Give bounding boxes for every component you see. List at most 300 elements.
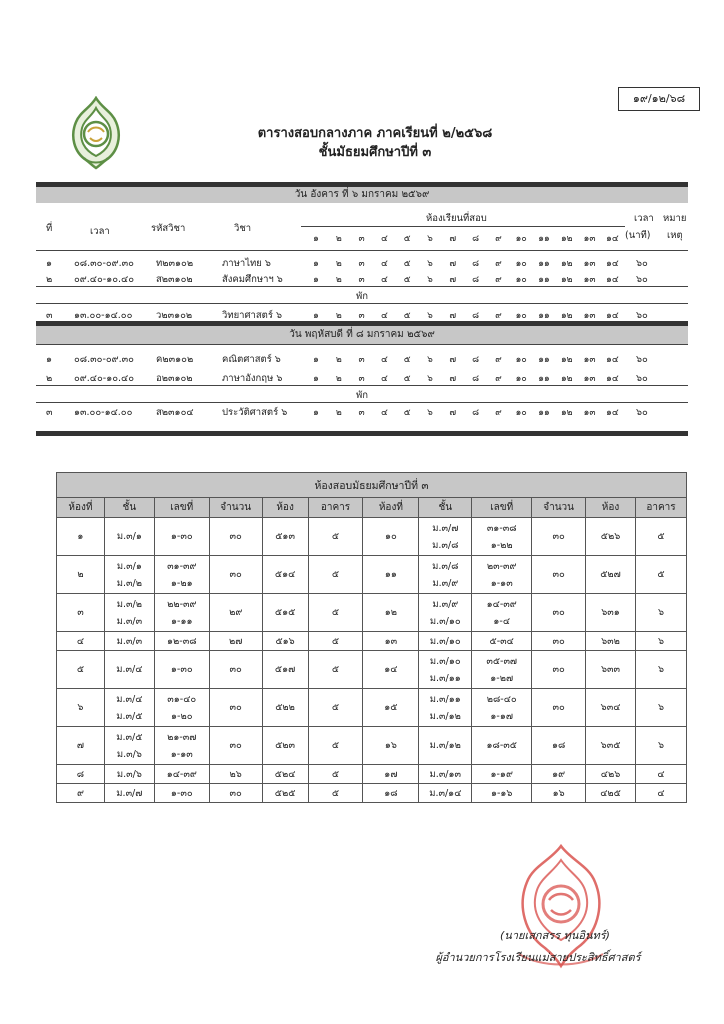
room-number: ๑๑ — [538, 311, 550, 321]
exam-room-no: ๑๐ — [363, 518, 419, 556]
student-count: ๒๙ — [209, 594, 262, 632]
exam-room-no: ๖ — [57, 689, 105, 727]
class-cell-line: ม.๓/๒ — [116, 577, 142, 589]
class-cell-line: ม.๓/๑๒ — [429, 710, 461, 722]
break-label: พัก — [355, 291, 368, 302]
day-label: วัน อังคาร ที่ ๖ มกราคม ๒๕๖๙ — [36, 187, 688, 203]
signatory-position: ผู้อำนวยการโรงเรียนแม่สายประสิทธิ์ศาสตร์ — [435, 951, 641, 964]
room-number: ๒ — [335, 311, 342, 321]
room-number: ๑๒ — [560, 234, 573, 244]
room-number: ๑๔ — [606, 275, 619, 285]
seat-range-cell-line: ๑-๑๗ — [490, 710, 514, 722]
table-row — [57, 651, 687, 689]
seat-range-cell — [154, 556, 209, 594]
exam-room-no: ๑๗ — [363, 765, 419, 784]
student-count: ๓๐ — [209, 651, 262, 689]
building-no: ๕ — [635, 556, 686, 594]
room-number: ๑๐ — [515, 234, 527, 244]
table-row — [57, 765, 687, 784]
exam-room-no: ๑๖ — [363, 727, 419, 765]
session-no: ๓ — [46, 310, 53, 321]
room-number: ๑๐ — [515, 259, 527, 269]
room-number: ๑๒ — [560, 259, 573, 269]
room-number: ๒ — [335, 408, 342, 418]
class-cell — [419, 651, 472, 689]
room-number: ๑๐ — [515, 408, 527, 418]
room-number: ๑๔ — [606, 374, 619, 384]
seat-range-cell-line: ๕-๓๔ — [489, 635, 514, 647]
session-subject: ประวัติศาสตร์ ๖ — [222, 407, 288, 418]
session-time: ๐๙.๔๐-๑๐.๔๐ — [74, 373, 135, 384]
seat-range-cell-line: ๓๑-๔๐ — [167, 693, 197, 705]
class-cell — [419, 594, 472, 632]
seat-range-cell-line: ๒๓-๓๙ — [486, 560, 517, 572]
col-header: ชั้น — [104, 498, 154, 518]
room-number: ๒ — [335, 374, 342, 384]
signatory-name: (นายเสกสรร ทุนอินทร์) — [500, 929, 610, 942]
class-cell — [419, 556, 472, 594]
class-cell-line: ม.๓/๑๔ — [429, 787, 462, 799]
room-number: ๓ — [358, 259, 365, 269]
seat-range-cell-line: ๓๑-๓๘ — [486, 522, 517, 534]
exam-room-no: ๓ — [57, 594, 105, 632]
class-cell-line: ม.๓/๗ — [116, 787, 143, 799]
building-no: ๖ — [635, 689, 686, 727]
class-cell — [104, 632, 154, 651]
room-number: ๘ — [472, 259, 480, 269]
seat-range-cell-line: ๑-๒๗ — [490, 672, 514, 684]
student-count: ๓๐ — [532, 651, 586, 689]
building-no: ๔ — [635, 784, 686, 803]
hall-no: ๕๒๒ — [262, 689, 308, 727]
building-no: ๕ — [308, 689, 363, 727]
session-time: ๐๘.๓๐-๐๙.๓๐ — [74, 354, 134, 365]
room-number: ๑ — [313, 234, 319, 244]
class-cell — [419, 518, 472, 556]
table-row — [57, 689, 687, 727]
class-cell — [104, 689, 154, 727]
room-number: ๗ — [449, 355, 457, 365]
room-number: ๑๓ — [583, 374, 596, 384]
room-number: ๑๒ — [560, 374, 573, 384]
hall-no: ๕๑๗ — [262, 651, 308, 689]
room-number: ๙ — [495, 275, 502, 285]
col-header: เลขที่ — [154, 498, 209, 518]
session-duration: ๖๐ — [636, 373, 648, 384]
class-cell-line: ม.๓/๓ — [116, 615, 143, 627]
seat-range-cell — [472, 518, 532, 556]
session-code: อ๒๓๑๐๒ — [156, 373, 193, 384]
room-number: ๖ — [427, 259, 433, 269]
exam-room-no: ๑ — [57, 518, 105, 556]
session-time: ๐๘.๓๐-๐๙.๓๐ — [74, 258, 134, 269]
building-no: ๕ — [308, 556, 363, 594]
room-number: ๑ — [313, 275, 319, 285]
seat-range-cell — [472, 632, 532, 651]
seat-range-cell — [472, 765, 532, 784]
room-number: ๙ — [495, 259, 502, 269]
divider — [36, 402, 688, 403]
break-label: พัก — [355, 390, 368, 401]
building-no: ๕ — [308, 727, 363, 765]
room-number: ๙ — [495, 355, 502, 365]
seat-range-cell — [472, 689, 532, 727]
room-number: ๓ — [358, 408, 365, 418]
room-number: ๓ — [358, 374, 365, 384]
room-number: ๙ — [495, 408, 502, 418]
col-header: ห้อง — [586, 498, 636, 518]
room-number: ๕ — [403, 311, 411, 321]
header-duration: เวลา — [634, 213, 654, 224]
room-number: ๑๓ — [583, 355, 596, 365]
room-number: ๕ — [403, 374, 411, 384]
room-number: ๔ — [380, 374, 388, 384]
exam-room-no: ๑๓ — [363, 632, 419, 651]
session-no: ๒ — [46, 373, 53, 384]
seat-range-cell-line: ๓๕-๓๗ — [486, 655, 518, 667]
room-number: ๒ — [335, 234, 342, 244]
student-count: ๓๐ — [209, 784, 262, 803]
hall-no: ๕๑๔ — [262, 556, 308, 594]
room-number: ๑๓ — [583, 275, 596, 285]
exam-room-no: ๑๔ — [363, 651, 419, 689]
class-cell — [104, 727, 154, 765]
table-row — [57, 727, 687, 765]
class-cell-line: ม.๓/๑๓ — [429, 768, 462, 780]
hall-no: ๕๑๕ — [262, 594, 308, 632]
session-duration: ๖๐ — [636, 310, 648, 321]
building-no: ๕ — [635, 518, 686, 556]
col-header: ห้อง — [262, 498, 308, 518]
room-number: ๙ — [495, 311, 502, 321]
col-header: ห้องที่ — [57, 498, 105, 518]
col-header: อาคาร — [635, 498, 686, 518]
seat-range-cell-line: ๑๘-๓๕ — [486, 740, 517, 751]
room-number: ๕ — [403, 275, 411, 285]
building-no: ๕ — [308, 518, 363, 556]
exam-room-no: ๑๑ — [363, 556, 419, 594]
room-number: ๑๒ — [560, 408, 573, 418]
room-number: ๑ — [313, 259, 319, 269]
seat-range-cell — [154, 651, 209, 689]
room-number: ๑๒ — [560, 311, 573, 321]
seat-range-cell-line: ๑-๓๐ — [170, 664, 193, 675]
seat-range-cell — [154, 765, 209, 784]
room-number: ๔ — [380, 234, 388, 244]
student-count: ๒๗ — [209, 632, 262, 651]
class-cell-line: ม.๓/๓ — [116, 635, 143, 647]
class-cell-line: ม.๓/๑๐ — [429, 615, 461, 627]
room-number: ๘ — [472, 275, 480, 285]
col-header: ชั้น — [419, 498, 472, 518]
room-number: ๑๑ — [538, 355, 550, 365]
hall-no: ๔๒๕ — [586, 784, 636, 803]
room-number: ๑๔ — [606, 234, 619, 244]
seat-range-cell-line: ๑-๓๐ — [170, 531, 193, 542]
exam-room-no: ๗ — [57, 727, 105, 765]
session-subject: คณิตศาสตร์ ๖ — [222, 354, 281, 365]
class-cell-line: ม.๓/๖ — [116, 768, 142, 780]
class-cell-line: ม.๓/๕ — [116, 731, 143, 743]
room-number: ๒ — [335, 259, 342, 269]
room-number: ๑๐ — [515, 355, 527, 365]
seat-range-cell-line: ๑๒-๓๘ — [166, 635, 197, 647]
table-row — [57, 556, 687, 594]
seat-range-cell-line: ๒๒-๓๙ — [167, 598, 197, 610]
session-no: ๑ — [46, 258, 53, 269]
class-cell-line: ม.๓/๑ — [116, 560, 142, 572]
seat-range-cell-line: ๑๔-๓๙ — [166, 768, 197, 780]
class-cell-line: ม.๓/๘ — [432, 539, 459, 551]
room-number: ๗ — [449, 234, 457, 244]
room-number: ๗ — [449, 275, 457, 285]
rooms-table — [56, 472, 687, 803]
student-count: ๓๐ — [209, 556, 262, 594]
exam-room-no: ๒ — [57, 556, 105, 594]
room-number: ๘ — [472, 374, 480, 384]
class-cell-line: ม.๓/๑๐ — [429, 635, 461, 647]
room-number: ๖ — [427, 311, 433, 321]
room-number: ๖ — [427, 234, 433, 244]
table-row — [57, 632, 687, 651]
student-count: ๓๐ — [209, 518, 262, 556]
seat-range-cell-line: ๑-๑๓ — [170, 748, 193, 760]
seat-range-cell — [154, 594, 209, 632]
room-number: ๑๓ — [583, 259, 596, 269]
col-header: ห้องที่ — [363, 498, 419, 518]
room-number: ๔ — [380, 259, 388, 269]
session-duration: ๖๐ — [636, 258, 648, 269]
room-number: ๕ — [403, 355, 411, 365]
class-cell-line: ม.๓/๘ — [432, 560, 459, 572]
rooms-table-body — [57, 518, 687, 803]
header-remark: หมาย — [663, 213, 687, 224]
exam-room-no: ๙ — [57, 784, 105, 803]
rooms-table-title: ห้องสอบมัธยมศึกษาปีที่ ๓ — [57, 473, 687, 498]
seat-range-cell-line: ๑-๓๐ — [170, 787, 193, 799]
student-count: ๑๖ — [532, 784, 586, 803]
student-count: ๑๘ — [532, 727, 586, 765]
student-count: ๓๐ — [532, 632, 586, 651]
seat-range-cell-line: ๒๘-๔๐ — [486, 693, 517, 705]
room-number: ๑๓ — [583, 311, 596, 321]
seat-range-cell — [154, 727, 209, 765]
divider — [36, 303, 688, 304]
hall-no: ๕๒๕ — [262, 784, 308, 803]
class-cell-line: ม.๓/๔ — [116, 664, 143, 675]
room-number: ๕ — [403, 408, 411, 418]
session-subject: วิทยาศาสตร์ ๖ — [222, 310, 282, 321]
room-number: ๘ — [472, 408, 480, 418]
room-number: ๑ — [313, 374, 319, 384]
room-number: ๑๑ — [538, 259, 550, 269]
building-no: ๕ — [308, 632, 363, 651]
room-number: ๑๔ — [606, 311, 619, 321]
room-number: ๖ — [427, 355, 433, 365]
session-time: ๑๓.๐๐-๑๔.๐๐ — [74, 310, 133, 321]
exam-room-no: ๕ — [57, 651, 105, 689]
session-time: ๑๓.๐๐-๑๔.๐๐ — [74, 407, 133, 418]
class-cell-line: ม.๓/๑๒ — [429, 740, 461, 751]
room-number: ๔ — [380, 408, 388, 418]
class-cell — [104, 651, 154, 689]
session-code: ค๒๓๑๐๒ — [156, 354, 194, 365]
col-header: อาคาร — [308, 498, 363, 518]
page-subtitle: ชั้นมัธยมศึกษาปีที่ ๓ — [318, 145, 432, 160]
class-cell-line: ม.๓/๒ — [116, 598, 142, 610]
room-number: ๘ — [472, 234, 480, 244]
seat-range-cell-line: ๑-๔ — [493, 615, 511, 627]
seat-range-cell-line: ๑-๑๓ — [490, 577, 513, 589]
class-cell — [104, 518, 154, 556]
table-row — [57, 518, 687, 556]
room-number: ๖ — [427, 408, 433, 418]
seat-range-cell-line: ๑-๑๖ — [490, 787, 513, 799]
room-number: ๑๔ — [606, 408, 619, 418]
room-number: ๒ — [335, 355, 342, 365]
student-count: ๒๖ — [209, 765, 262, 784]
room-number: ๕ — [403, 259, 411, 269]
class-cell — [104, 765, 154, 784]
class-cell-line: ม.๓/๑๑ — [429, 672, 461, 684]
room-number: ๓ — [358, 234, 365, 244]
class-cell-line: ม.๓/๗ — [432, 522, 459, 534]
building-no: ๕ — [308, 594, 363, 632]
session-no: ๑ — [46, 354, 53, 365]
room-number: ๑๔ — [606, 259, 619, 269]
building-no: ๖ — [635, 727, 686, 765]
class-cell — [419, 632, 472, 651]
exam-room-no: ๑๘ — [363, 784, 419, 803]
room-number: ๖ — [427, 275, 433, 285]
exam-room-no: ๔ — [57, 632, 105, 651]
hall-no: ๕๑๖ — [262, 632, 308, 651]
session-duration: ๖๐ — [636, 274, 648, 285]
class-cell — [104, 556, 154, 594]
header-subject: วิชา — [234, 223, 252, 234]
page-title: ตารางสอบกลางภาค ภาคเรียนที่ ๒/๒๕๖๘ — [257, 126, 493, 141]
session-duration: ๖๐ — [636, 407, 648, 418]
session-duration: ๖๐ — [636, 354, 648, 365]
divider — [301, 226, 625, 227]
hall-no: ๕๒๓ — [262, 727, 308, 765]
seat-range-cell — [154, 689, 209, 727]
divider — [36, 344, 688, 345]
class-cell — [104, 594, 154, 632]
class-cell-line: ม.๓/๑๐ — [429, 655, 461, 667]
hall-no: ๔๒๖ — [586, 765, 636, 784]
class-cell — [419, 727, 472, 765]
date-stamp: ๑๙/๑๒/๖๘ — [618, 87, 700, 111]
hall-no: ๕๒๖ — [586, 518, 636, 556]
room-number: ๔ — [380, 355, 388, 365]
session-subject: ภาษาไทย ๖ — [222, 258, 271, 269]
room-number: ๑๔ — [606, 355, 619, 365]
room-number: ๑๒ — [560, 275, 573, 285]
room-number: ๗ — [449, 311, 457, 321]
building-no: ๕ — [308, 651, 363, 689]
room-number: ๘ — [472, 311, 480, 321]
class-cell-line: ม.๓/๖ — [116, 748, 142, 760]
room-number: ๖ — [427, 374, 433, 384]
room-number: ๗ — [449, 408, 457, 418]
hall-no: ๕๒๔ — [262, 765, 308, 784]
room-number: ๑ — [313, 311, 319, 321]
school-logo-icon — [66, 96, 126, 170]
header-remark-2: เหตุ — [667, 230, 683, 241]
seat-range-cell-line: ๑๔-๓๙ — [486, 598, 517, 610]
hall-no: ๖๓๓ — [586, 651, 636, 689]
building-no: ๔ — [635, 765, 686, 784]
session-subject: ภาษาอังกฤษ ๖ — [222, 373, 283, 384]
student-count: ๓๐ — [532, 518, 586, 556]
class-cell-line: ม.๓/๕ — [116, 710, 143, 722]
room-number: ๔ — [380, 311, 388, 321]
building-no: ๖ — [635, 651, 686, 689]
room-number: ๑ — [313, 408, 319, 418]
class-cell — [419, 765, 472, 784]
hall-no: ๖๓๕ — [586, 727, 636, 765]
seat-range-cell-line: ๑-๒๐ — [171, 710, 193, 722]
session-no: ๒ — [46, 274, 53, 285]
room-number: ๑๐ — [515, 275, 527, 285]
exam-room-no: ๑๒ — [363, 594, 419, 632]
room-number: ๑๓ — [583, 408, 596, 418]
room-number: ๕ — [403, 234, 411, 244]
building-no: ๖ — [635, 594, 686, 632]
building-no: ๕ — [308, 784, 363, 803]
session-code: ส๒๓๑๐๒ — [156, 274, 193, 285]
room-number: ๑๐ — [515, 311, 527, 321]
seat-range-cell-line: ๑-๒๑ — [170, 577, 193, 589]
hall-no: ๖๓๔ — [586, 689, 636, 727]
room-number: ๑๒ — [560, 355, 573, 365]
room-number: ๑ — [313, 355, 319, 365]
class-cell-line: ม.๓/๑ — [116, 531, 142, 542]
room-number: ๑๑ — [538, 234, 550, 244]
room-number: ๗ — [449, 374, 457, 384]
room-number: ๓ — [358, 275, 365, 285]
seat-range-cell-line: ๑-๑๙ — [490, 768, 513, 780]
session-code: ว๒๓๑๐๒ — [156, 310, 193, 321]
divider — [36, 250, 688, 251]
class-cell — [419, 784, 472, 803]
room-number: ๗ — [449, 259, 457, 269]
seat-range-cell-line: ๓๑-๓๙ — [167, 560, 197, 572]
header-code: รหัสวิชา — [151, 223, 186, 234]
student-count: ๑๙ — [532, 765, 586, 784]
room-number: ๓ — [358, 311, 365, 321]
class-cell-line: ม.๓/๑๑ — [429, 693, 461, 705]
student-count: ๓๐ — [209, 727, 262, 765]
class-cell-line: ม.๓/๙ — [432, 577, 459, 589]
class-cell — [104, 784, 154, 803]
table-row — [57, 784, 687, 803]
session-code: ส๒๓๑๐๔ — [156, 407, 194, 418]
room-number: ๙ — [495, 234, 502, 244]
room-number: ๙ — [495, 374, 502, 384]
header-rooms: ห้องเรียนที่สอบ — [426, 213, 487, 224]
header-no: ที่ — [46, 223, 53, 234]
student-count: ๓๐ — [532, 594, 586, 632]
col-header: จำนวน — [209, 498, 262, 518]
exam-room-no: ๘ — [57, 765, 105, 784]
room-number: ๑๑ — [538, 275, 550, 285]
room-number: ๑๑ — [538, 408, 550, 418]
room-number: ๑๑ — [538, 374, 550, 384]
divider — [36, 286, 688, 287]
header-duration-unit: (นาที) — [625, 230, 651, 241]
